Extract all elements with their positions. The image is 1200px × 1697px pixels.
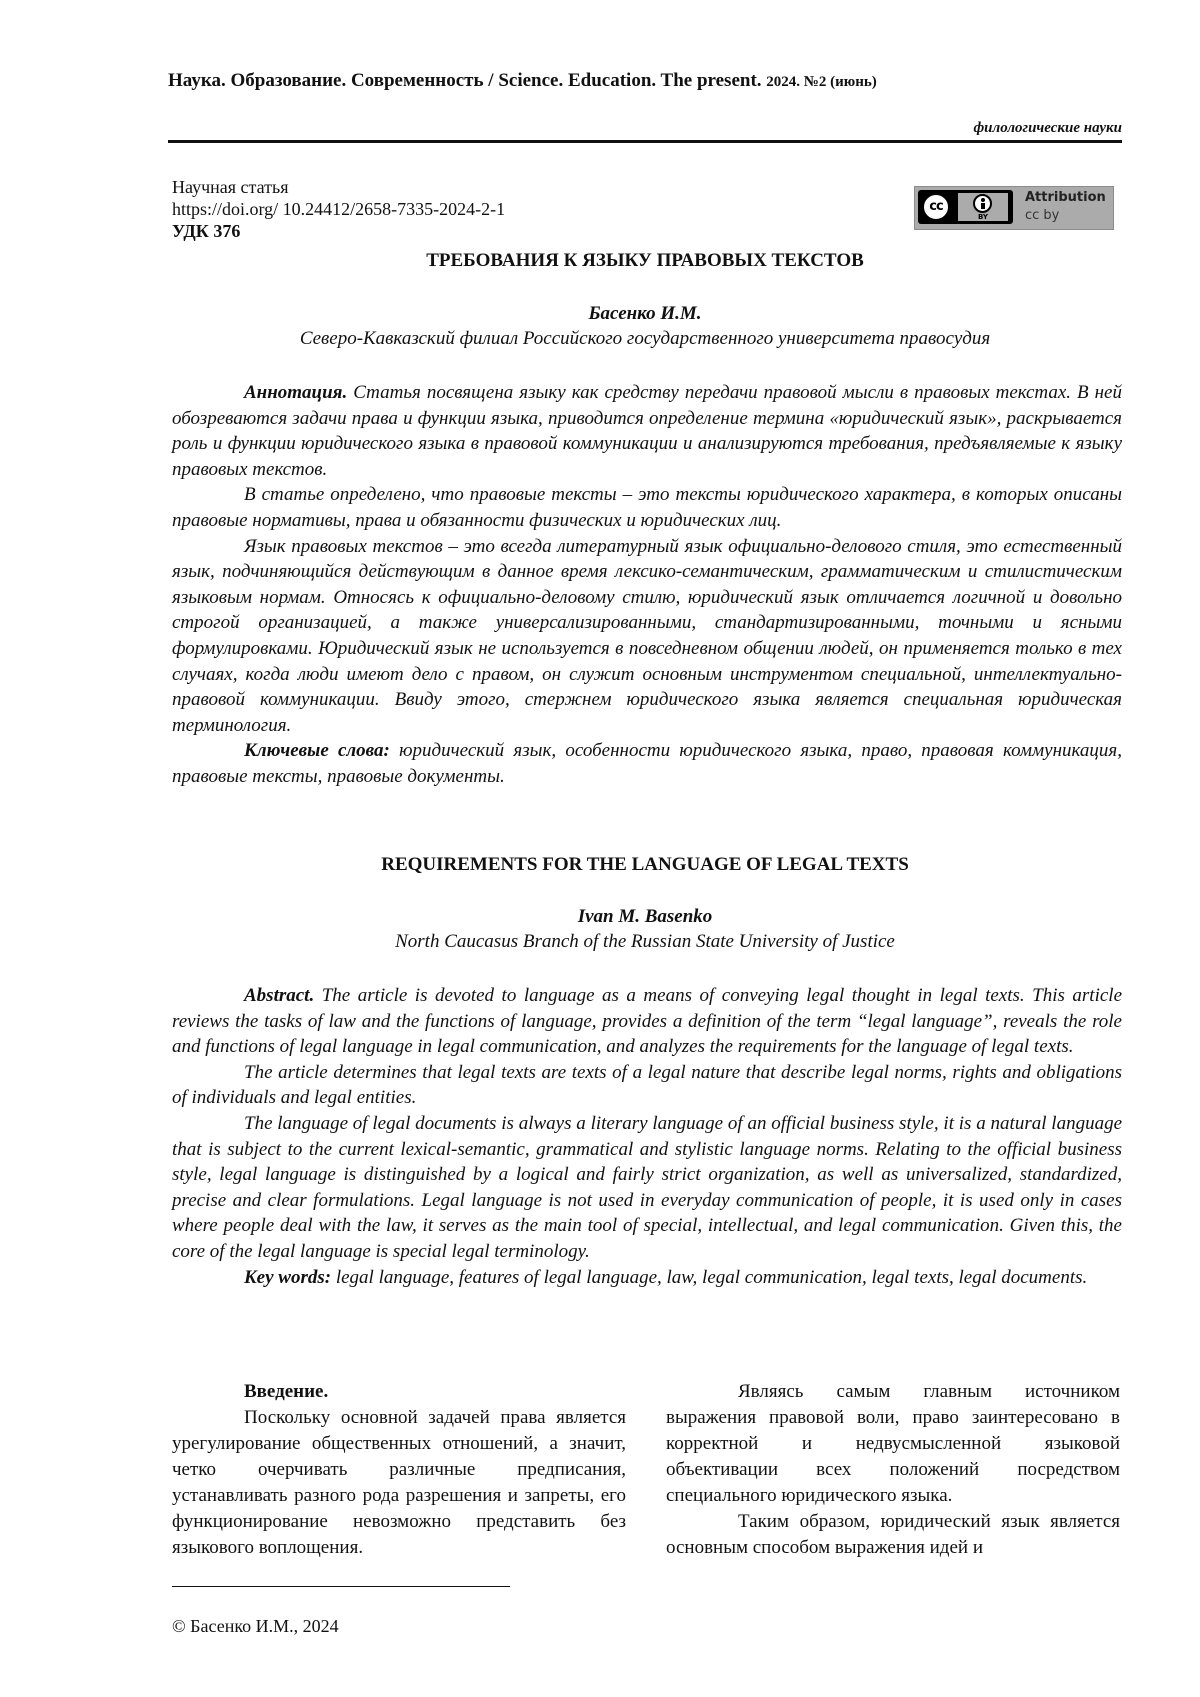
abstract-paragraph: В статье определено, что правовые тексты – это тексты юридического характера, в которых описаны правовые нормативы, права и обязанности физических и юридических лиц. [172,482,1122,533]
section-heading-intro: Введение. [172,1379,626,1405]
article-title-ru: ТРЕБОВАНИЯ К ЯЗЫКУ ПРАВОВЫХ ТЕКСТОВ [168,250,1122,272]
person-icon [973,194,992,213]
article-page [0,0,1200,1697]
cc-by-license-badge[interactable] [914,186,1114,230]
license-attribution-label: Attribution [1025,190,1106,205]
abstract-paragraph: Аннотация. Статья посвящена языку как средству передачи правовой мысли в правовых текстах. В ней обозреваются задачи права и функции языка, приводится определение термина «юридический язык», раскрывается роль и функции юридического языка в правовой коммуникации и анализируются требования, предъявляемые к языку правовых текстов. [172,380,1122,482]
body-column-right [666,1379,1120,1561]
author-name-en: Ivan M. Basenko [168,906,1122,928]
copyright-notice: © Басенко И.М., 2024 [172,1616,339,1637]
footnote-divider [172,1586,510,1587]
author-name-ru: Басенко И.М. [168,303,1122,325]
by-icon [958,193,1008,221]
article-meta [172,176,505,242]
article-type: Научная статья [172,176,505,198]
abstract-paragraph: Abstract. The article is devoted to language as a means of conveying legal thought in legal texts. This article reviews the tasks of law and the functions of language, provides a definition of the term “legal language”, reveals the role and functions of legal language in legal communication, and analyzes the requirements for the language of legal texts. [172,983,1122,1060]
license-ccby-label: cc by [1025,208,1059,223]
journal-title: Наука. Образование. Современность / Science. Education. The present. [168,70,762,91]
abstract-label-ru: Аннотация. [244,382,347,403]
header-divider [168,140,1122,143]
author-affiliation-en: North Caucasus Branch of the Russian State University of Justice [168,931,1122,953]
body-paragraph: Таким образом, юридический язык является основным способом выражения идей и [666,1509,1120,1561]
keywords-label-ru: Ключевые слова: [244,740,390,761]
body-column-left [172,1379,626,1561]
cc-icon: cc [922,193,950,221]
journal-issue: 2024. №2 (июнь) [766,74,877,90]
keywords-ru: Ключевые слова: юридический язык, особенности юридического языка, право, правовая коммуникация, правовые тексты, правовые документы. [172,738,1122,789]
body-paragraph: Поскольку основной задачей права является урегулирование общественных отношений, а значит, четко очерчивать различные предписания, устанавливать разного рода разрешения и запреты, его функционирование невозможно представить без языкового воплощения. [172,1405,626,1561]
abstract-paragraph: The article determines that legal texts are texts of a legal nature that describe legal norms, rights and obligations of individuals and legal entities. [172,1060,1122,1111]
cc-logo [918,190,1013,224]
journal-header [168,70,1122,92]
author-affiliation-ru: Северо-Кавказский филиал Российского государственного университета правосудия [168,328,1122,350]
doi-link[interactable]: https://doi.org/ 10.24412/2658-7335-2024-2-1 [172,198,505,220]
by-label: BY [958,214,1008,221]
article-title-en: REQUIREMENTS FOR THE LANGUAGE OF LEGAL TEXTS [168,854,1122,876]
section-label: филологические науки [973,120,1122,137]
abstract-paragraph: The language of legal documents is always a literary language of an official business style, it is a natural language that is subject to the current lexical-semantic, grammatical and stylistic language norms. Relating to the official business style, legal language is distinguished by a logical and fairly strict organization, as well as universalized, standardized, precise and clear formulations. Legal language is not used in everyday communication of people, it is used only in cases where people deal with the law, it serves as the main tool of special, intellectual, and legal communication. Given this, the core of the legal language is special legal terminology. [172,1111,1122,1265]
body-paragraph: Являясь самым главным источником выражения правовой воли, право заинтересовано в корректной и недвусмысленной языковой объективации всех положений посредством специального юридического языка. [666,1379,1120,1509]
keywords-en: Key words: legal language, features of legal language, law, legal communication, legal texts, legal documents. [172,1265,1122,1291]
abstract-en [172,983,1122,1290]
udk-code: УДК 376 [172,220,505,242]
abstract-paragraph: Язык правовых текстов – это всегда литературный язык официально-делового стиля, это естественный язык, подчиняющийся действующим в данное время лексико-семантическим, грамматическим и стилистическим языковым нормам. Относясь к официально-деловому стилю, юридический язык отличается логичной и довольно строгой организацией, а также универсализированными, стандартизированными, точными и ясными формулировками. Юридический язык не используется в повседневном общении людей, он применяется только в тех случаях, когда люди имеют дело с правом, он служит основным инструментом специальной, интеллектуально-правовой коммуникации. Ввиду этого, стержнем юридического языка является специальная юридическая терминология. [172,534,1122,739]
abstract-label-en: Abstract. [244,985,314,1006]
abstract-ru [172,380,1122,790]
keywords-label-en: Key words: [244,1267,331,1288]
